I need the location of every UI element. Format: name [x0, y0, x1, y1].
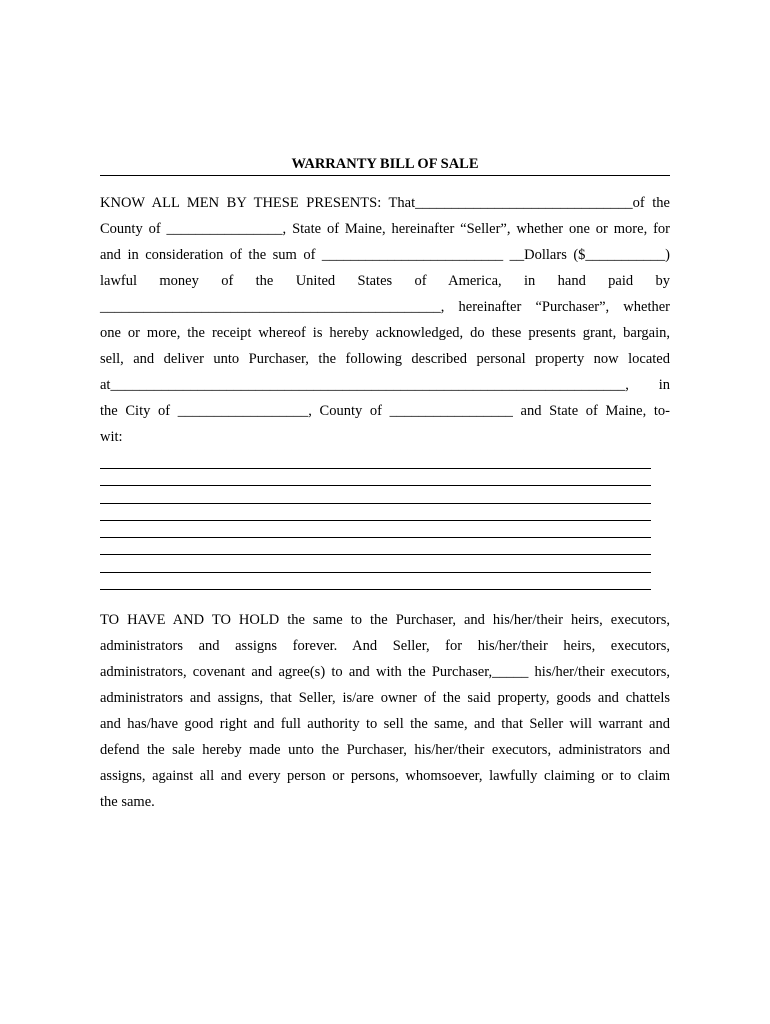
paragraph-line: administrators and assigns, that Seller, is/are owner of the said property, goods and chattels [100, 690, 670, 706]
paragraph-line: the same. [100, 794, 155, 810]
paragraph-line: defend the sale hereby made unto the Purchaser, his/her/their executors, administrators and [100, 742, 670, 758]
paragraph-line: wit: [100, 429, 123, 445]
warranty-paragraph [100, 607, 670, 815]
paragraph-line: one or more, the receipt whereof is hereby acknowledged, do these presents grant, bargain, [100, 325, 670, 341]
paragraph-line: assigns, against all and every person or persons, whomsoever, lawfully claiming or to claim [100, 768, 670, 784]
document-title: WARRANTY BILL OF SALE [291, 156, 479, 172]
blank-description-line [100, 468, 651, 485]
paragraph-line: administrators and assigns forever. And Seller, for his/her/their heirs, executors, [100, 638, 670, 654]
blank-description-line [100, 503, 651, 520]
paragraph-line: TO HAVE AND TO HOLD the same to the Purchaser, and his/her/their heirs, executors, [100, 612, 670, 628]
paragraph-line: County of ________________, State of Maine, hereinafter “Seller”, whether one or more, for [100, 221, 670, 237]
sale-terms-paragraph [100, 190, 670, 450]
blank-description-line [100, 537, 651, 554]
blank-description-line [100, 485, 651, 502]
paragraph-line: the City of __________________, County of _________________ and State of Maine, to- [100, 403, 670, 419]
paragraph-line: administrators, covenant and agree(s) to and with the Purchaser,_____ his/her/their executors, [100, 664, 670, 680]
paragraph-line: and has/have good right and full authority to sell the same, and that Seller will warrant and [100, 716, 670, 732]
blank-description-line [100, 520, 651, 537]
property-description-lines [100, 468, 651, 606]
paragraph-line: and in consideration of the sum of _________________________ __Dollars ($___________) [100, 247, 670, 263]
paragraph-line: _______________________________________________, hereinafter “Purchaser”, whether [100, 299, 670, 315]
paragraph-line: at_______________________________________________________________________, in [100, 377, 670, 393]
paragraph-line: lawful money of the United States of America, in hand paid by [100, 273, 670, 289]
blank-description-line [100, 589, 651, 606]
blank-description-line [100, 554, 651, 571]
paragraph-line: sell, and deliver unto Purchaser, the following described personal property now located [100, 351, 670, 367]
paragraph-line: KNOW ALL MEN BY THESE PRESENTS: That______________________________of the [100, 195, 670, 211]
title-underline [100, 175, 670, 176]
blank-description-line [100, 572, 651, 589]
